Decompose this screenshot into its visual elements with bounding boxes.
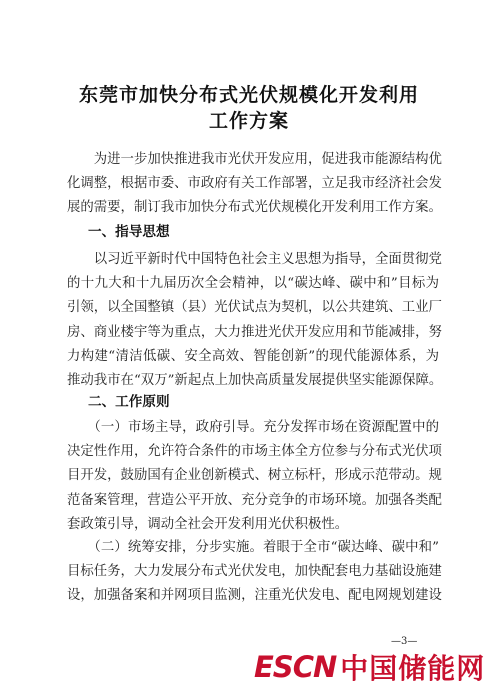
watermark-cn: 中国储能网 [340,652,486,685]
paragraph-line: 套政策引导，调动全社会开发利用光伏积极性。 [67,516,349,532]
paragraph-line: 目开发，鼓励国有企业创新模式、树立标杆，形成示范带动。规 [67,468,442,484]
document-title-line-1: 东莞市加快分布式光伏规模化开发利用 [78,84,419,106]
paragraph-line: 目标任务，大力发展分布式光伏发电，加快配套电力基础设施建 [67,564,442,580]
section-heading: 二、工作原则 [88,394,170,410]
section-heading: 一、指导思想 [88,224,170,240]
paragraph-line: 以习近平新时代中国特色社会主义思想为指导，全面贯彻党 [67,252,442,267]
paragraph-line: 为进一步加快推进我市光伏开发应用，促进我市能源结构优 [67,152,442,167]
page-number: —3— [391,636,418,647]
paragraph-line: 推动我市在“双万”新起点上加快高质量发展提供坚实能源保障。 [67,373,443,388]
document-title-line-2: 工作方案 [208,110,289,132]
paragraph-line: 范备案管理，营造公平开放、充分竞争的市场环境。加强各类配 [67,492,442,508]
paragraph-line: 决定性作用，允许符合条件的市场主体全方位参与分布式光伏项 [67,444,442,460]
paragraph-line: 化调整，根据市委、市政府有关工作部署，立足我市经济社会发 [67,176,442,192]
escn-watermark-logo [254,648,485,686]
paragraph-line: 力构建“清洁低碳、安全高效、智能创新”的现代能源体系，为 [67,348,439,364]
paragraph-line: （一）市场主导，政府引导。充分发挥市场在资源配置中的 [67,420,439,435]
paragraph-line: 设，加强备案和并网项目监测，注重光伏发电、配电网规划建设 [67,588,442,604]
paragraph-line: 引领，以全国整镇（县）光伏试点为契机，以公共建筑、工业厂 [67,300,442,316]
watermark-en: ESCN [254,650,337,684]
paragraph-line: 房、商业楼宇等为重点，大力推进光伏开发应用和节能减排，努 [67,324,442,340]
paragraph-line: 展的需要，制订我市加快分布式光伏规模化开发利用工作方案。 [67,200,442,216]
paragraph-line: 的十九大和十九届历次全会精神，以“碳达峰、碳中和”目标为 [67,276,439,292]
paragraph-line: （二）统筹安排，分步实施。着眼于全市“碳达峰、碳中和” [67,540,439,555]
